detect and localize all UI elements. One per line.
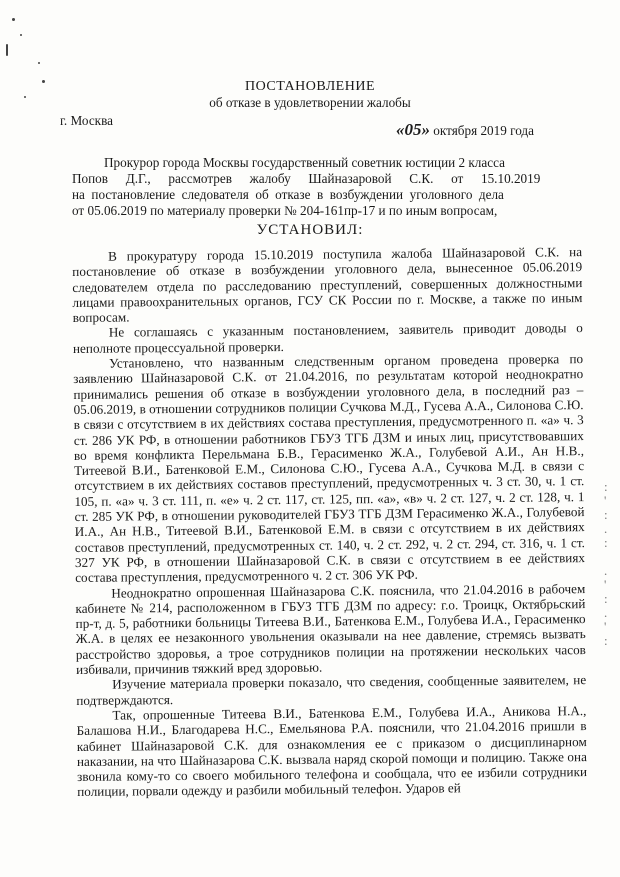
body-paragraph: Изучение материала проверки показало, что сведения, сообщенные заявителем, не подтверждаются. (76, 672, 587, 708)
intro-line: Попов Д.Г., рассмотрев жалобу Шайназаровой С.К. от 15.10.2019 (72, 171, 541, 186)
scan-speck (20, 34, 22, 36)
body-paragraph: Установлено, что названным следственным органом проведена проверка по заявлению Шайназаровой С.К. от 21.04.2016, по результатам которой неоднократно принимались решения об отказе в возбуждении уголовного дела, в последний раз – 05.06.2019, в отношении сотрудников полиции Сучкова М.Д., Гусева А.А., Силонова С.Ю. в связи с отсутствием в их действиях состава преступления, предусмотренного п. «а» ч. 3 ст. 286 УК РФ, в отношении работников ГБУЗ ТГБ ДЗМ и иных лиц, присутствовавших во время конфликта Перельмана Б.В., Герасименко Ж.А., Голубевой А.И., Ан Н.В., Титеевой В.И., Батенковой Е.М., Силонова С.Ю., Гусева А.А., Сучкова М.Д. в связи с отсутствием в их действиях составов преступлений, предусмотренных ч. 3 ст. 30, ч. 1 ст. 105, п. «а» ч. 3 ст. 111, п. «е» ч. 2 ст. 117, ст. 125, пп. «а», «в» ч. 2 ст. 127, ч. 2 ст. 128, ч. 1 ст. 285 УК РФ, в отношении руководителей ГБУЗ ТГБ ДЗМ Герасименко Ж.А., Голубевой И.А., Ан Н.В., Титеевой В.И., Батенковой Е.М. в связи с отсутствием в их действиях составов преступлений, предусмотренных ст. 140, ч. 2 ст. 292, ч. 2 ст. 294, ст. 316, ч. 1 ст. 327 УК РФ, в отношении Шайназаровой С.К. в связи с отсутствием в ее действиях состава преступления, предусмотренного ч. 2 ст. 306 УК РФ. (73, 351, 586, 586)
scan-edge-marks: : ' : . : . ' : . ' : (604, 479, 608, 648)
document-date (396, 122, 534, 138)
scan-speck (38, 62, 40, 64)
section-heading: УСТАНОВИЛ: (256, 222, 364, 238)
document-title: ПОСТАНОВЛЕНИЕ (244, 79, 376, 94)
scan-speck (6, 44, 8, 56)
body-paragraph: Так, опрошенные Титеева В.И., Батенкова Е.М., Голубева И.А., Аникова Н.А., Балашова Н.И., Благодарева Н.С., Емельянова Р.А. пояснили, что 21.04.2016 пришли в кабинет Шайназаровой С.К. для ознакомления ее с приказом о дисциплинарном наказании, на что Шайназарова С.К. вызвала наряд скорой помощи и полицию. Также она звонила кому-то со своего мобильного телефона и сообщала, что ее избили сотрудники полиции, порвали одежду и разбили мобильный телефон. Ударов ей (76, 702, 588, 800)
body-paragraph: Неоднократно опрошенная Шайназарова С.К. пояснила, что 21.04.2016 в рабочем кабинете № 214, расположенном в ГБУЗ ТГБ ДЗМ по адресу: г.о. Троицк, Октябрьский пр-т, д. 5, работники больницы Титеева В.И., Батенкова Е.М., Голубева И.А., Герасименко Ж.А. в целях ее незаконного увольнения оказывали на нее давление, стремясь вызвать расстройство здоровья, а трое сотрудников полиции на протяжении нескольких часов избивали, причинив тяжкий вред здоровью. (75, 580, 586, 677)
date-day: «05» (396, 120, 430, 139)
document-subtitle: об отказе в удовлетворении жалобы (209, 95, 411, 110)
date-month-year: октября 2019 года (433, 123, 534, 138)
body-paragraph: Не соглашаясь с указанным постановлением, заявитель приводит доводы о неполноте процессуальной проверки. (72, 320, 583, 356)
body-paragraph: В прокуратуру города 15.10.2019 поступила жалоба Шайназаровой С.К. на постановление об отказе в возбуждении уголовного дела, вынесенное 05.06.2019 следователем отдела по расследованию преступлений, совершенных должностными лицами правоохранительных органов, ГСУ СК России по г. Москве, а также по иным вопросам. (72, 244, 583, 326)
place-city: г. Москва (60, 113, 113, 128)
scan-speck (12, 18, 15, 21)
document-body (72, 244, 587, 800)
intro-line: Прокурор города Москвы государственный советник юстиции 2 класса (104, 155, 505, 170)
intro-line: от 05.06.2019 по материалу проверки № 204-161пр-17 и по иным вопросам, (72, 203, 498, 218)
intro-line: на постановление следователя об отказе в возбуждении уголовного дела (72, 187, 504, 202)
